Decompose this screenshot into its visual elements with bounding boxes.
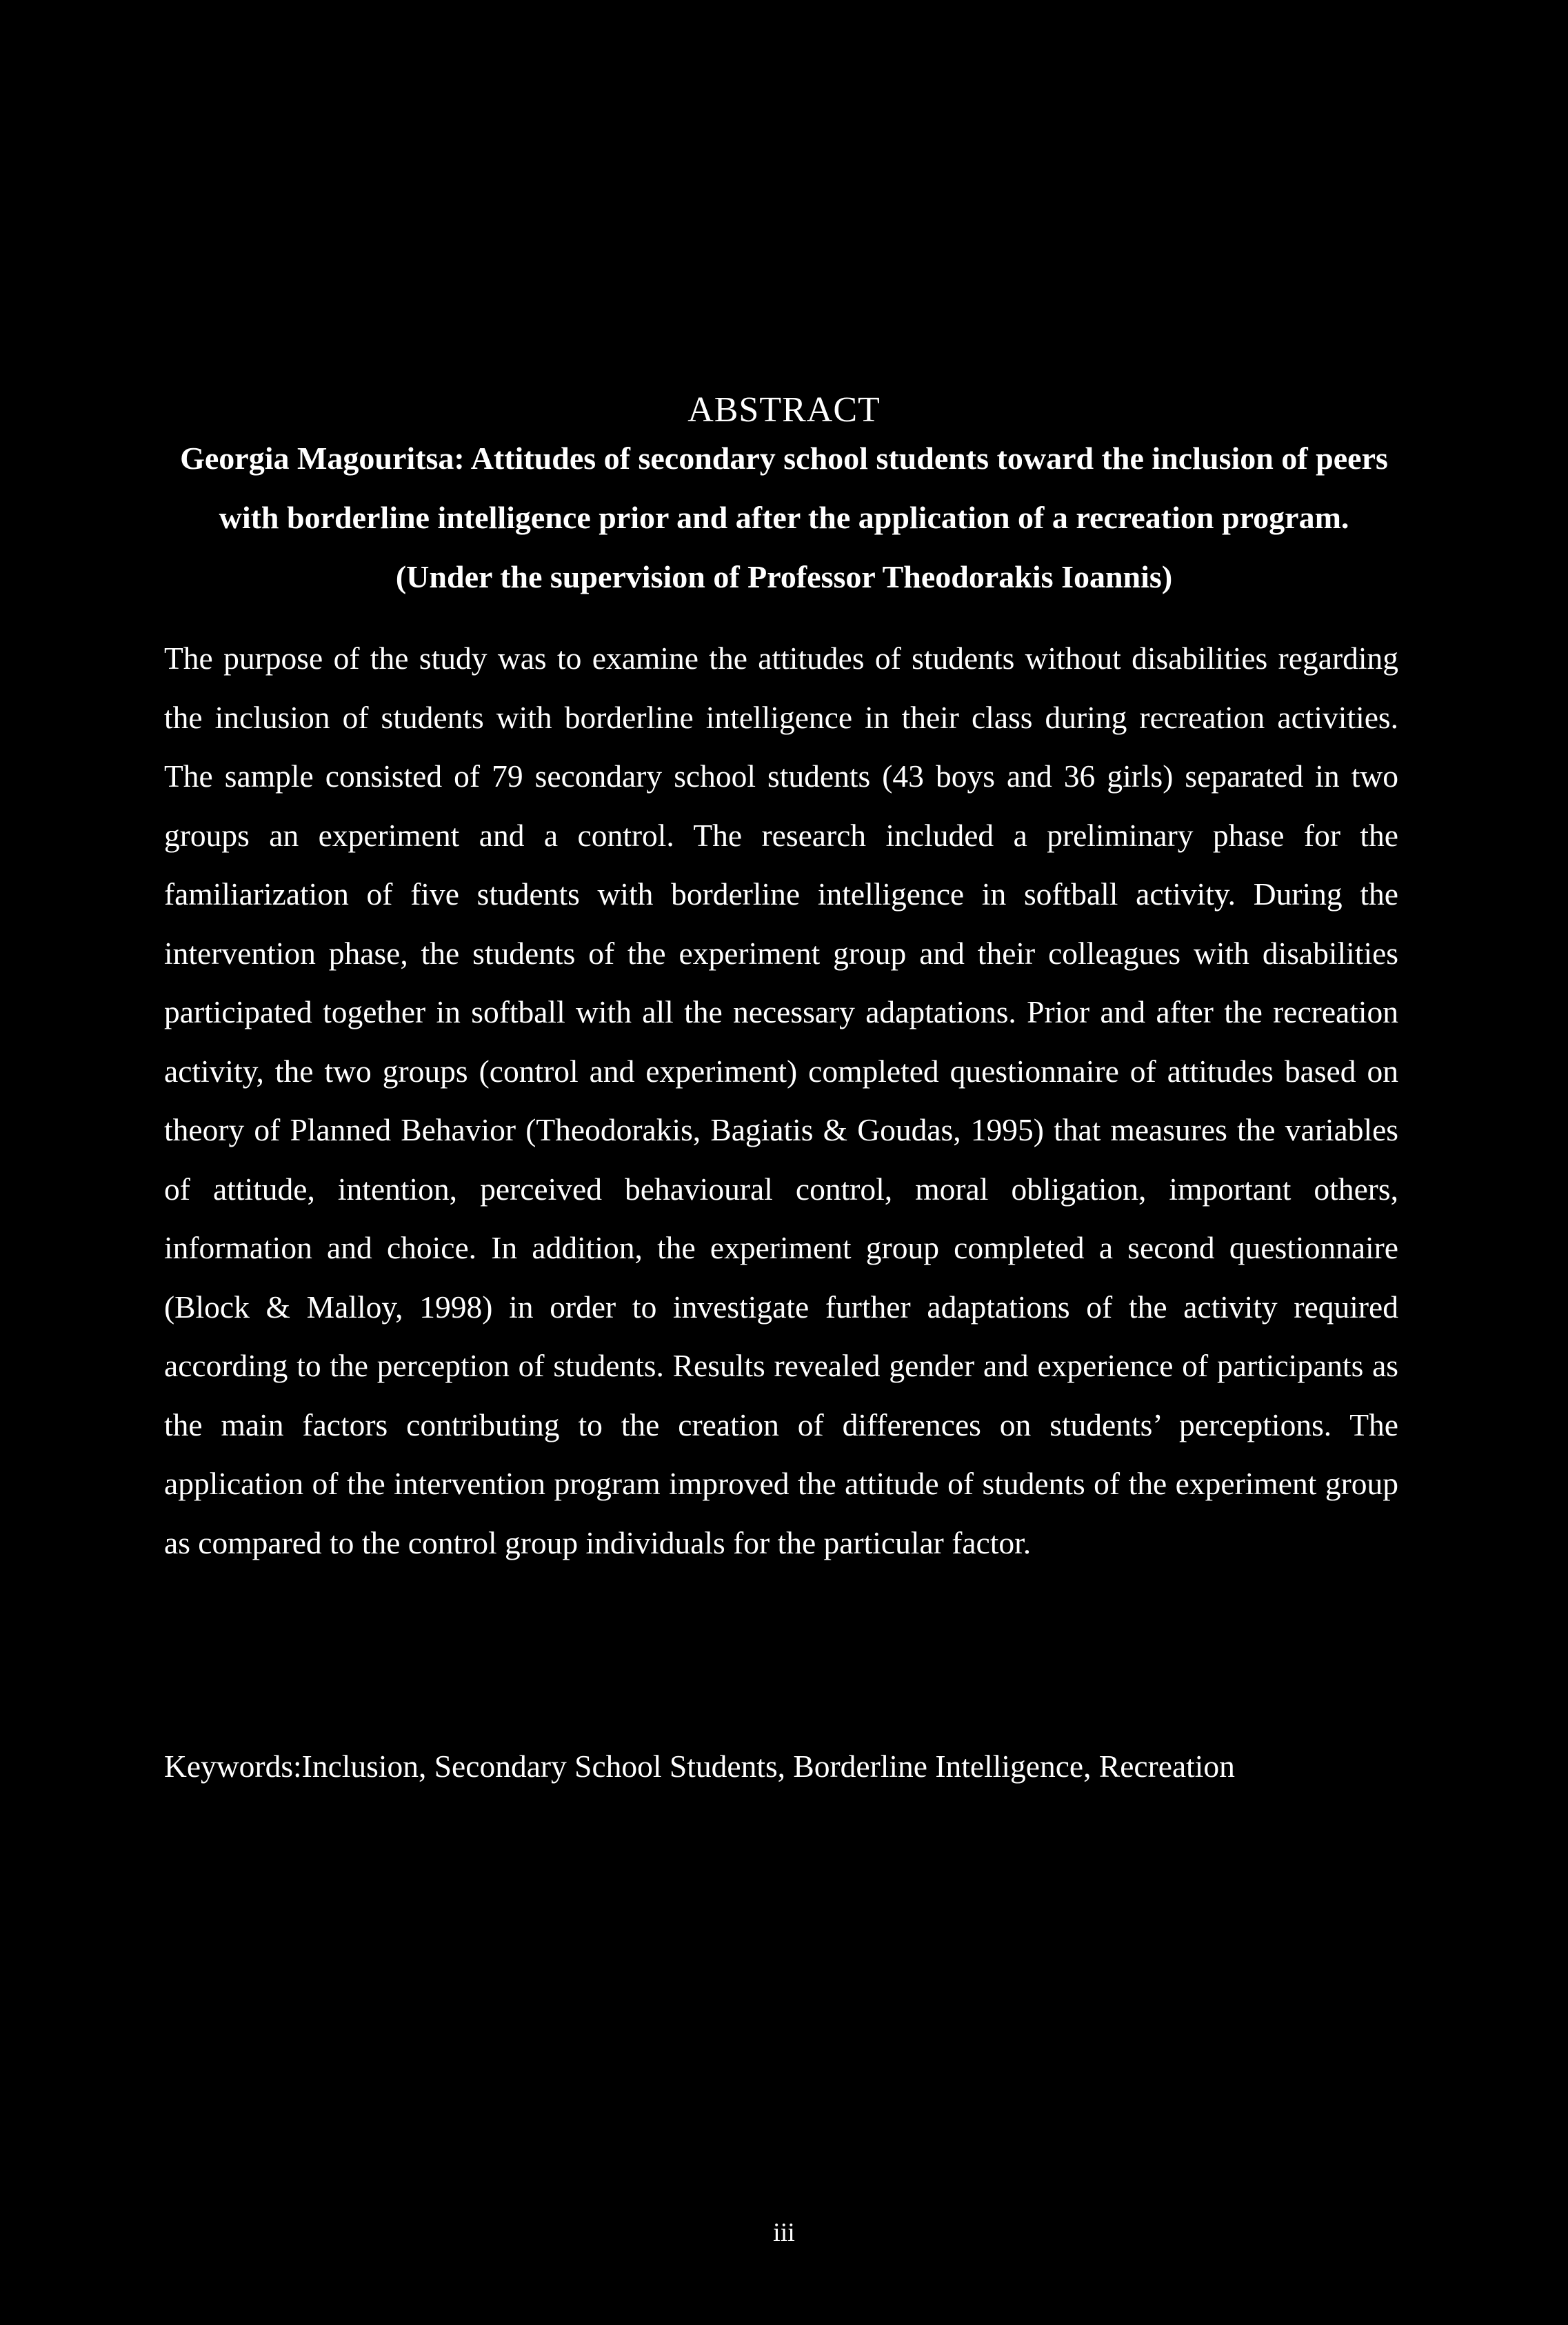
supervision-note: (Under the supervision of Professor Theodorakis Ioannis)	[395, 559, 1173, 594]
keywords-line: Keywords:Inclusion, Secondary School Students, Borderline Intelligence, Recreation	[164, 1749, 1235, 1784]
abstract-body: The purpose of the study was to examine the attitudes of students without disabilities regarding the inclusion of students with borderline intelligence in their class during recreation activities. The sample consisted of 79 secondary school students (43 boys and 36 girls) separated in two groups an experiment and a control. The research included a preliminary phase for the familiarization of five students with borderline intelligence in softball activity. During the intervention phase, the students of the experiment group and their colleagues with disabilities participated together in softball with all the necessary adaptations. Prior and after the recreation activity, the two groups (control and experiment) completed questionnaire of attitudes based on theory of Planned Behavior (Theodorakis, Bagiatis & Goudas, 1995) that measures the variables of attitude, intention, perceived behavioural control, moral obligation, important others, information and choice. In addition, the experiment group completed a second questionnaire (Block & Malloy, 1998) in order to investigate further adaptations of the activity required according to the perception of students. Results revealed gender and experience of participants as the main factors contributing to the creation of differences on students’ perceptions. The application of the intervention program improved the attitude of students of the experiment group as compared to the control group individuals for the particular factor.	[164, 641, 1398, 1560]
page-number: iii	[773, 2218, 795, 2247]
abstract-heading: ABSTRACT	[687, 390, 881, 430]
title-block	[165, 429, 1403, 607]
thesis-title: Georgia Magouritsa: Attitudes of secondary school students toward the inclusion of peers with borderline intelligence prior and after the application of a recreation program.	[180, 441, 1388, 535]
